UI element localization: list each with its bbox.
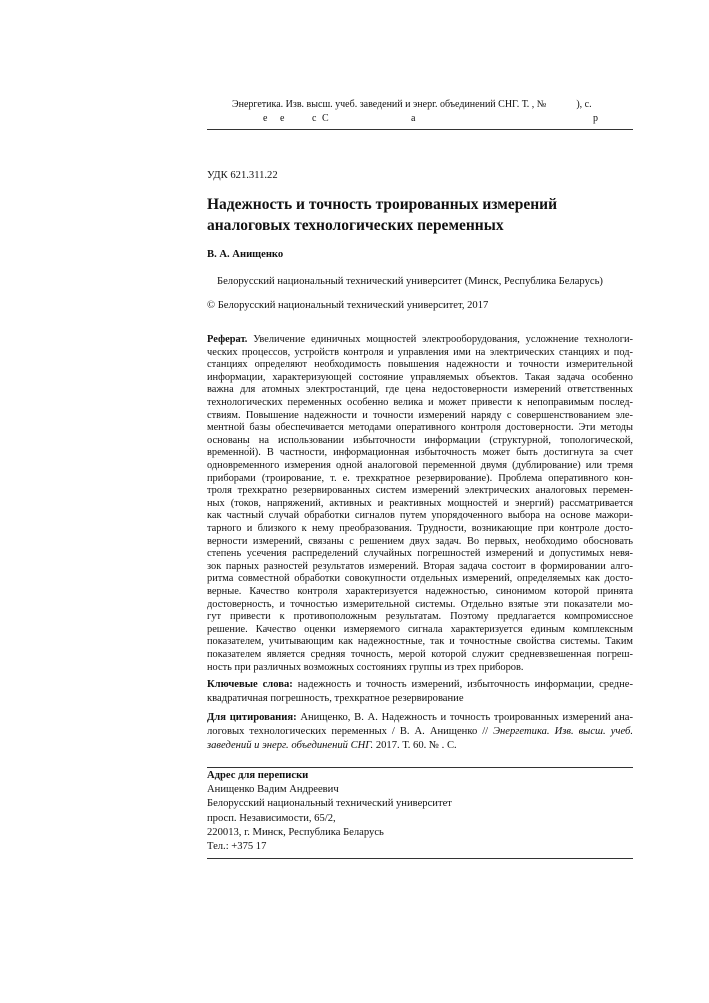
citation-line: [207, 739, 633, 753]
header-fragment: с: [312, 113, 317, 124]
abstract-line: основаны на использовании избыточности информации (структурной, топологической,: [207, 434, 633, 446]
abstract-line: технологических переменных особенно велика и может привести к непоправимым послед-: [207, 397, 633, 408]
citation-journal: Энергетика. Изв. высш. учеб.: [493, 726, 633, 737]
author: В. А. Анищенко: [207, 249, 284, 260]
abstract-line: гут привести к противоположным результатам. Поэтому предлагается компромиссное: [207, 611, 633, 623]
citation-line: [207, 711, 633, 725]
abstract-line: решение. Качество оценки измеряемого сигнала характеризуется единым комплексным: [207, 623, 633, 635]
abstract-line: степень усечения распределений случайных погрешностей измерений и допустимых невя-: [207, 548, 633, 560]
abstract-label: Реферат.: [207, 334, 248, 345]
header-fragment: С: [322, 113, 329, 124]
abstract-line: станциях определяют необходимость повышения надежности и точности измерительной: [207, 359, 633, 371]
abstract-line: информации, характеризующей состояние управляемых объектов. Такая задача особенно: [207, 371, 633, 383]
footer-rule: [207, 858, 633, 859]
affiliation: Белорусский национальный технический университет (Минск, Республика Беларусь): [217, 276, 603, 287]
keywords-label: Ключевые слова:: [207, 679, 293, 690]
abstract-line: ческих процессов, устройств контроля и управления ими на электрических станциях и под-: [207, 346, 633, 358]
abstract-line: важна для атомных электростанций, где цена недостоверности измерений ответственных: [207, 384, 633, 396]
citation-journal: заведений и энерг. объединений СНГ.: [207, 740, 374, 751]
abstract-line: ментной базы обеспечивается методами оперативного контроля достоверности. Эти методы: [207, 422, 633, 434]
address-line: Тел.: +375 17: [207, 841, 267, 853]
address-rule: [207, 767, 633, 768]
header-rule: [207, 129, 633, 130]
abstract-line: верности измерений, связаны с решением двух задач. Во первых, необходимо обосновать: [207, 535, 633, 547]
header-fragment: е: [263, 113, 268, 124]
header-fragment: а: [411, 113, 416, 124]
address-line: просп. Независимости, 65/2,: [207, 812, 336, 824]
abstract-line: ствиям. Повышение надежности и точности измерений наряду с совершенствованием эле-: [207, 409, 633, 421]
abstract-line: показателем является средняя точность, мерой которой служит средневзвешенная погреш-: [207, 649, 633, 660]
abstract-line: показателем, учитывающим как надежностные, так и точностные свойства системы. Таким: [207, 636, 633, 648]
citation-line: [207, 725, 633, 739]
citation-text: Анищенко, В. А. Надежность и точность троированных измерений ана-: [300, 712, 633, 723]
running-header-row: [232, 99, 592, 110]
keywords-line: [207, 678, 633, 692]
abstract-line: как частный случай обработки сигналов путем упорядоченного выбора на основе мажори-: [207, 510, 633, 522]
header-fragment: р: [593, 113, 598, 124]
abstract-line: приборами (троирование, т. е. трехкратное резервирование). Проблема оперативного кон-: [207, 472, 633, 484]
abstract-line: [207, 334, 633, 347]
citation-text: логовых технологических переменных / В. А. Анищенко //: [207, 726, 494, 737]
abstract-line: тарного и близкого к нему преобразования. Трудности, возникающие при контроле досто-: [207, 523, 633, 534]
abstract-line: достоверность, и точностью измерительной системы. Отдельно взятые эти показатели мо-: [207, 598, 633, 610]
abstract-line: троля трехкратно резервированных систем измерений электрических аналоговых перемен-: [207, 485, 633, 497]
abstract-line: ность при различных возможных состояниях группы из трех приборов.: [207, 661, 524, 673]
udk: УДК 621.311.22: [207, 170, 278, 181]
citation-label: Для цитирования:: [207, 712, 297, 723]
address-line: Анищенко Вадим Андреевич: [207, 784, 339, 795]
keywords-line: квадратичная погрешность, трехкратное резервирование: [207, 693, 464, 704]
running-header: Энергетика. Изв. высш. учеб. заведений и энерг. объединений СНГ. Т. , №: [232, 99, 547, 110]
citation-text: 2017. Т. 60. № . С.: [373, 740, 457, 751]
running-header-pages: ), с.: [576, 99, 592, 110]
title-line-2: аналоговых технологических переменных: [207, 217, 504, 234]
address-label: Адрес для переписки: [207, 770, 309, 781]
abstract-text: Увеличение единичных мощностей электрооборудования, усложнение технологи-: [253, 334, 633, 345]
copyright: © Белорусский национальный технический университет, 2017: [207, 300, 489, 311]
title-line-1: Надежность и точность троированных измерений: [207, 196, 558, 213]
header-fragment: е: [280, 113, 285, 124]
address-line: Белорусский национальный технический университет: [207, 798, 452, 810]
address-line: 220013, г. Минск, Республика Беларусь: [207, 826, 384, 838]
abstract-line: одновременного измерения одной аналоговой переменной двумя (дублирование) или тремя: [207, 460, 633, 471]
abstract-line: зок парных разностей результатов измерений. Вторая задача состоит в формировании алго-: [207, 560, 633, 572]
abstract-line: ритма совместной обработки совокупности отдельных измерений, определяемых как досто-: [207, 573, 633, 585]
abstract-line: верные. Качество контроля характеризуется надежностью, синонимом которой принята: [207, 586, 633, 597]
abstract-line: ных (токов, напряжений, активных и реактивных мощностей и энергий) рассматривается: [207, 497, 633, 509]
keywords-text: надежность и точность измерений, избыточность информации, средне-: [297, 679, 634, 690]
abstract-line: временно́й). В частности, информационная избыточность может быть достигнута за счет: [207, 447, 633, 459]
